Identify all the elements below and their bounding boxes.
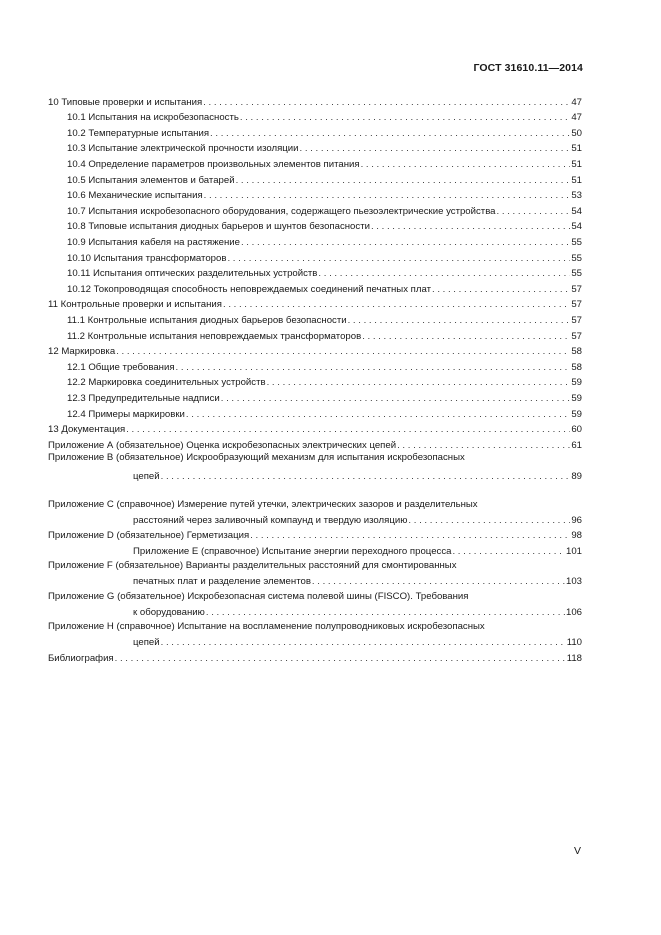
toc-entry[interactable] <box>133 603 582 619</box>
toc-entry-page: 50 <box>571 127 582 139</box>
toc-entry[interactable] <box>67 389 582 405</box>
toc-entry-page: 98 <box>571 530 582 542</box>
toc-entry-title-continued: цепей <box>133 637 160 649</box>
toc-entry-page: 103 <box>565 576 582 588</box>
toc-entry-title: 10.7 Испытания искробезопасного оборудования, содержащего пьезоэлектрические устройства <box>67 205 496 217</box>
toc-entry-title: Библиография <box>48 652 114 664</box>
toc-entry-title: 12 Маркировка <box>48 346 116 358</box>
toc-entry[interactable] <box>67 218 582 234</box>
toc-entry-page: 51 <box>571 143 582 155</box>
toc-entry-title: 10.1 Испытания на искробезопасность <box>67 112 239 124</box>
toc-entry-title-continued: цепей <box>133 470 160 482</box>
toc-entry[interactable] <box>48 343 582 359</box>
toc-entry[interactable] <box>48 93 582 109</box>
toc-entry-title: 10.11 Испытания оптических разделительных устройств <box>67 268 318 280</box>
toc-entry[interactable] <box>67 109 582 125</box>
toc-entry[interactable] <box>48 296 582 312</box>
toc-entry[interactable] <box>67 187 582 203</box>
toc-entry-page: 55 <box>571 252 582 264</box>
toc-entry[interactable] <box>48 649 582 665</box>
toc-entry[interactable] <box>67 140 582 156</box>
toc-entry-page: 51 <box>571 174 582 186</box>
toc-entry-page: 59 <box>571 408 582 420</box>
toc-entry-page: 59 <box>571 392 582 404</box>
toc-entry-title: 10.6 Механические испытания <box>67 190 203 202</box>
toc-entry-page: 60 <box>571 424 582 436</box>
toc-entry[interactable] <box>133 542 582 558</box>
toc-entry-title: 11 Контрольные проверки и испытания <box>48 299 222 311</box>
toc-entry-page: 110 <box>566 637 582 649</box>
toc-entry-title: Приложение Н (справочное) Испытание на воспламенение полупроводниковых искробезопасных <box>48 621 485 632</box>
toc-entry-page: 59 <box>571 377 582 389</box>
toc-entry-title: 10.8 Типовые испытания диодных барьеров и шунтов безопасности <box>67 221 370 233</box>
toc-entry-title-continued: к оборудованию <box>133 606 205 618</box>
toc-entry-title: 10.10 Испытания трансформаторов <box>67 252 227 264</box>
toc-entry-page: 53 <box>571 190 582 202</box>
toc-entry-title: Приложение D (обязательное) Герметизация <box>48 530 250 542</box>
toc-entry-title: 12.2 Маркировка соединительных устройств <box>67 377 266 389</box>
toc-entry[interactable] <box>67 374 582 390</box>
toc-entry-title: Приложение А (обязательное) Оценка искробезопасных электрических цепей <box>48 439 397 451</box>
toc-entry-title: Приложение В (обязательное) Искрообразующий механизм для испытания искробезопасных <box>48 451 465 463</box>
toc-entry-title-continued: расстояний через заливочный компаунд и твердую изоляцию <box>133 514 408 526</box>
toc-entry[interactable] <box>67 233 582 249</box>
toc-entry-page: 118 <box>566 652 582 664</box>
toc-entry[interactable] <box>67 311 582 327</box>
toc-entry[interactable] <box>67 171 582 187</box>
toc-entry[interactable] <box>67 327 582 343</box>
toc-entry-page: 58 <box>571 361 582 373</box>
toc-entry[interactable] <box>67 280 582 296</box>
toc-entry[interactable] <box>133 467 582 483</box>
toc-entry-title: 12.1 Общие требования <box>67 361 175 373</box>
toc-entry-title: 10.5 Испытания элементов и батарей <box>67 174 235 186</box>
toc-entry-page: 54 <box>571 221 582 233</box>
toc-entry-page: 106 <box>565 606 582 618</box>
toc-entry[interactable] <box>67 249 582 265</box>
toc-entry-title: Приложение G (обязательное) Искробезопасная система полевой шины (FISCO). Требования <box>48 590 469 602</box>
toc-entry-page: 55 <box>571 268 582 280</box>
toc-entry-page: 57 <box>571 330 582 342</box>
toc-entry-title: 12.3 Предупредительные надписи <box>67 392 220 404</box>
toc-entry-title: Приложение Е (справочное) Испытание энергии переходного процесса <box>133 545 452 557</box>
toc-entry[interactable] <box>67 124 582 140</box>
toc-entry-title: 10.4 Определение параметров произвольных элементов питания <box>67 158 360 170</box>
toc-entry-title: 10 Типовые проверки и испытания <box>48 96 203 108</box>
toc-entry-page: 61 <box>571 439 582 451</box>
toc-entry-page: 58 <box>571 346 582 358</box>
document-header: ГОСТ 31610.11—2014 <box>473 62 583 74</box>
toc-entry[interactable] <box>133 511 582 527</box>
toc-entry-page: 57 <box>571 283 582 295</box>
toc-entry-title: 11.2 Контрольные испытания неповреждаемых трансформаторов <box>67 330 362 342</box>
toc-entry-title: 13 Документация <box>48 424 126 436</box>
toc-entry-page: 54 <box>571 205 582 217</box>
toc-entry-title: Приложение С (справочное) Измерение путей утечки, электрических зазоров и разделительных <box>48 499 478 510</box>
toc-entry-title: 10.9 Испытания кабеля на растяжение <box>67 236 240 248</box>
toc-entry-page: 96 <box>571 514 582 526</box>
toc-entry-title: Приложение F (обязательное) Варианты разделительных расстояний для смонтированных <box>48 560 457 571</box>
toc-entry[interactable] <box>48 421 582 437</box>
toc-entry[interactable] <box>133 634 582 650</box>
toc-entry[interactable] <box>48 436 582 452</box>
toc-entry[interactable] <box>48 527 582 543</box>
toc-entry-title: 10.2 Температурные испытания <box>67 127 210 139</box>
toc-entry[interactable] <box>67 202 582 218</box>
toc-entry-title: 10.3 Испытание электрической прочности изоляции <box>67 143 299 155</box>
toc-entry-page: 51 <box>571 158 582 170</box>
toc-entry-title: 12.4 Примеры маркировки <box>67 408 185 420</box>
toc-entry-title: 11.1 Контрольные испытания диодных барьеров безопасности <box>67 314 347 326</box>
toc-entry-page: 101 <box>565 545 582 557</box>
toc-entry[interactable] <box>67 155 582 171</box>
toc-entry[interactable] <box>67 405 582 421</box>
toc-entry-page: 47 <box>571 96 582 108</box>
toc-entry-page: 55 <box>571 236 582 248</box>
toc-entry-page: 89 <box>571 470 582 482</box>
toc-entry-page: 47 <box>571 112 582 124</box>
toc-entry-title-continued: печатных плат и разделение элементов <box>133 576 311 588</box>
toc-entry-title: 10.12 Токопроводящая способность неповреждаемых соединений печатных плат <box>67 283 431 295</box>
toc-entry-page: 57 <box>571 314 582 326</box>
toc-entry[interactable] <box>133 573 582 589</box>
toc-entry-page: 57 <box>571 299 582 311</box>
page-number: V <box>573 845 581 857</box>
toc-entry[interactable] <box>67 265 582 281</box>
toc-entry[interactable] <box>67 358 582 374</box>
